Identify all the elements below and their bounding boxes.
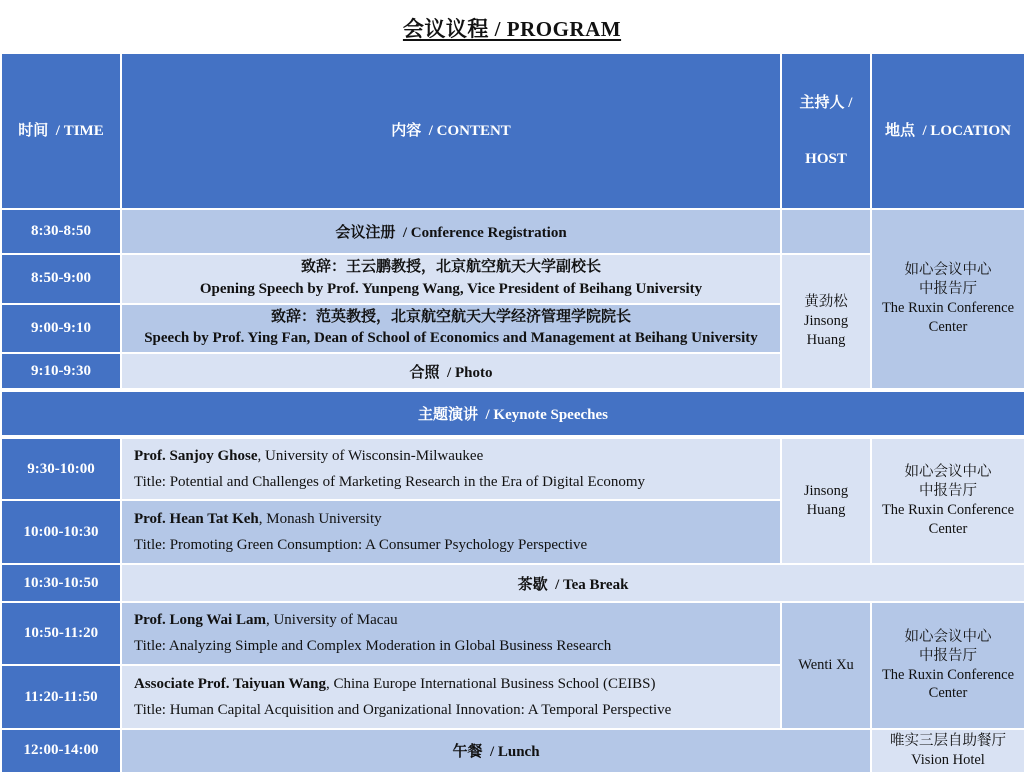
speaker-affiliation: , China Europe International Business School (CEIBS) <box>325 675 656 692</box>
speaker-line <box>134 676 772 693</box>
location-cell-keynote-late <box>871 602 1024 729</box>
section-banner-keynote: 主题演讲 / Keynote Speeches <box>1 390 1024 437</box>
content-cell-lunch: 午餐 / Lunch <box>121 729 871 773</box>
location-zh-line2: 中报告厅 <box>919 647 977 664</box>
content-cell-registration: 会议注册 / Conference Registration <box>121 209 781 254</box>
time-cell: 10:00-10:30 <box>1 500 121 564</box>
host-en: Jinsong Huang <box>803 313 849 348</box>
host-zh: 黄劲松 <box>804 294 848 311</box>
location-cell-morning <box>871 209 1024 390</box>
row-lunch <box>1 729 1024 773</box>
header-row <box>1 53 1024 209</box>
content-cell-keynote-1 <box>121 437 781 500</box>
content-cell-opening-1 <box>121 254 781 304</box>
content-cell-tea-break: 茶歇 / Tea Break <box>121 564 1024 602</box>
column-header-time: 时间 / TIME <box>1 53 121 209</box>
host-cell-empty <box>781 209 871 254</box>
content-zh: 致辞：王云鹏教授，北京航空航天大学副校长 <box>300 259 601 275</box>
location-zh: 唯实三层自助餐厅 <box>890 733 1006 749</box>
speaker-line <box>134 612 772 629</box>
talk-title: Title: Human Capital Acquisition and Organizational Innovation: A Temporal Perspective <box>134 701 672 718</box>
location-en: The Ruxin Conference Center <box>881 502 1015 537</box>
time-cell: 11:20-11:50 <box>1 665 121 729</box>
content-en: Opening Speech by Prof. Yunpeng Wang, Vice President of Beihang University <box>199 280 703 297</box>
location-cell-lunch <box>871 729 1024 773</box>
location-zh-line1: 如心会议中心 <box>904 628 992 645</box>
row-keynote-3 <box>1 602 1024 665</box>
location-en: Vision Hotel <box>911 751 985 768</box>
speaker-affiliation: , University of Macau <box>265 612 398 628</box>
column-header-host <box>781 53 871 209</box>
speaker-affiliation: , University of Wisconsin-Milwaukee <box>257 447 484 464</box>
column-header-host-line2: HOST <box>805 150 847 167</box>
time-cell: 10:50-11:20 <box>1 602 121 665</box>
content-cell-photo: 合照 / Photo <box>121 353 781 390</box>
talk-title: Title: Promoting Green Consumption: A Consumer Psychology Perspective <box>134 536 588 553</box>
row-tea-break <box>1 564 1024 602</box>
location-zh-line2: 中报告厅 <box>919 483 977 500</box>
time-cell: 9:10-9:30 <box>1 353 121 390</box>
column-header-location: 地点 / LOCATION <box>871 53 1024 209</box>
speaker-line <box>134 448 772 465</box>
location-zh-line1: 如心会议中心 <box>904 464 992 481</box>
content-zh: 致辞：范英教授，北京航空航天大学经济管理学院院长 <box>270 308 631 325</box>
talk-title: Title: Potential and Challenges of Marketing Research in the Era of Digital Economy <box>134 473 645 490</box>
location-zh-line1: 如心会议中心 <box>904 262 992 279</box>
speaker-affiliation: , Monash University <box>258 510 382 527</box>
speaker-name: Prof. Hean Tat Keh <box>134 510 259 527</box>
content-cell-keynote-2 <box>121 500 781 564</box>
time-cell: 9:00-9:10 <box>1 304 121 354</box>
column-header-host-line1: 主持人 / <box>799 94 853 111</box>
content-cell-keynote-4 <box>121 665 781 729</box>
content-cell-opening-2 <box>121 304 781 354</box>
speaker-name: Prof. Sanjoy Ghose <box>134 447 258 464</box>
program-table <box>0 52 1024 774</box>
location-en: The Ruxin Conference Center <box>881 666 1015 702</box>
row-keynote-banner <box>1 390 1024 437</box>
time-cell: 10:30-10:50 <box>1 564 121 602</box>
row-opening-speech-1 <box>1 254 1024 304</box>
time-cell: 9:30-10:00 <box>1 437 121 500</box>
time-cell: 12:00-14:00 <box>1 729 121 773</box>
time-cell: 8:50-9:00 <box>1 254 121 304</box>
speaker-name: Associate Prof. Taiyuan Wang <box>134 675 326 692</box>
time-cell: 8:30-8:50 <box>1 209 121 254</box>
row-keynote-1 <box>1 437 1024 500</box>
speaker-name: Prof. Long Wai Lam <box>134 612 266 628</box>
host-cell-keynote-am <box>781 437 871 564</box>
speaker-line <box>134 511 772 528</box>
host-cell-morning <box>781 254 871 390</box>
location-zh-line2: 中报告厅 <box>919 281 977 298</box>
location-en: The Ruxin Conference Center <box>881 300 1015 335</box>
row-registration <box>1 209 1024 254</box>
talk-title: Title: Analyzing Simple and Complex Moderation in Global Business Research <box>134 638 612 654</box>
content-cell-keynote-3 <box>121 602 781 665</box>
location-cell-keynote-am <box>871 437 1024 564</box>
host-cell-keynote-late <box>781 602 871 729</box>
content-en: Speech by Prof. Ying Fan, Dean of School of Economics and Management at Beihang University <box>144 330 758 347</box>
host-en: Wenti Xu <box>798 657 854 674</box>
column-header-content: 内容 / CONTENT <box>121 53 781 209</box>
page-title-text: 会议议程 / PROGRAM <box>402 17 622 41</box>
host-en: Jinsong Huang <box>803 483 849 518</box>
page-title <box>0 0 1024 52</box>
